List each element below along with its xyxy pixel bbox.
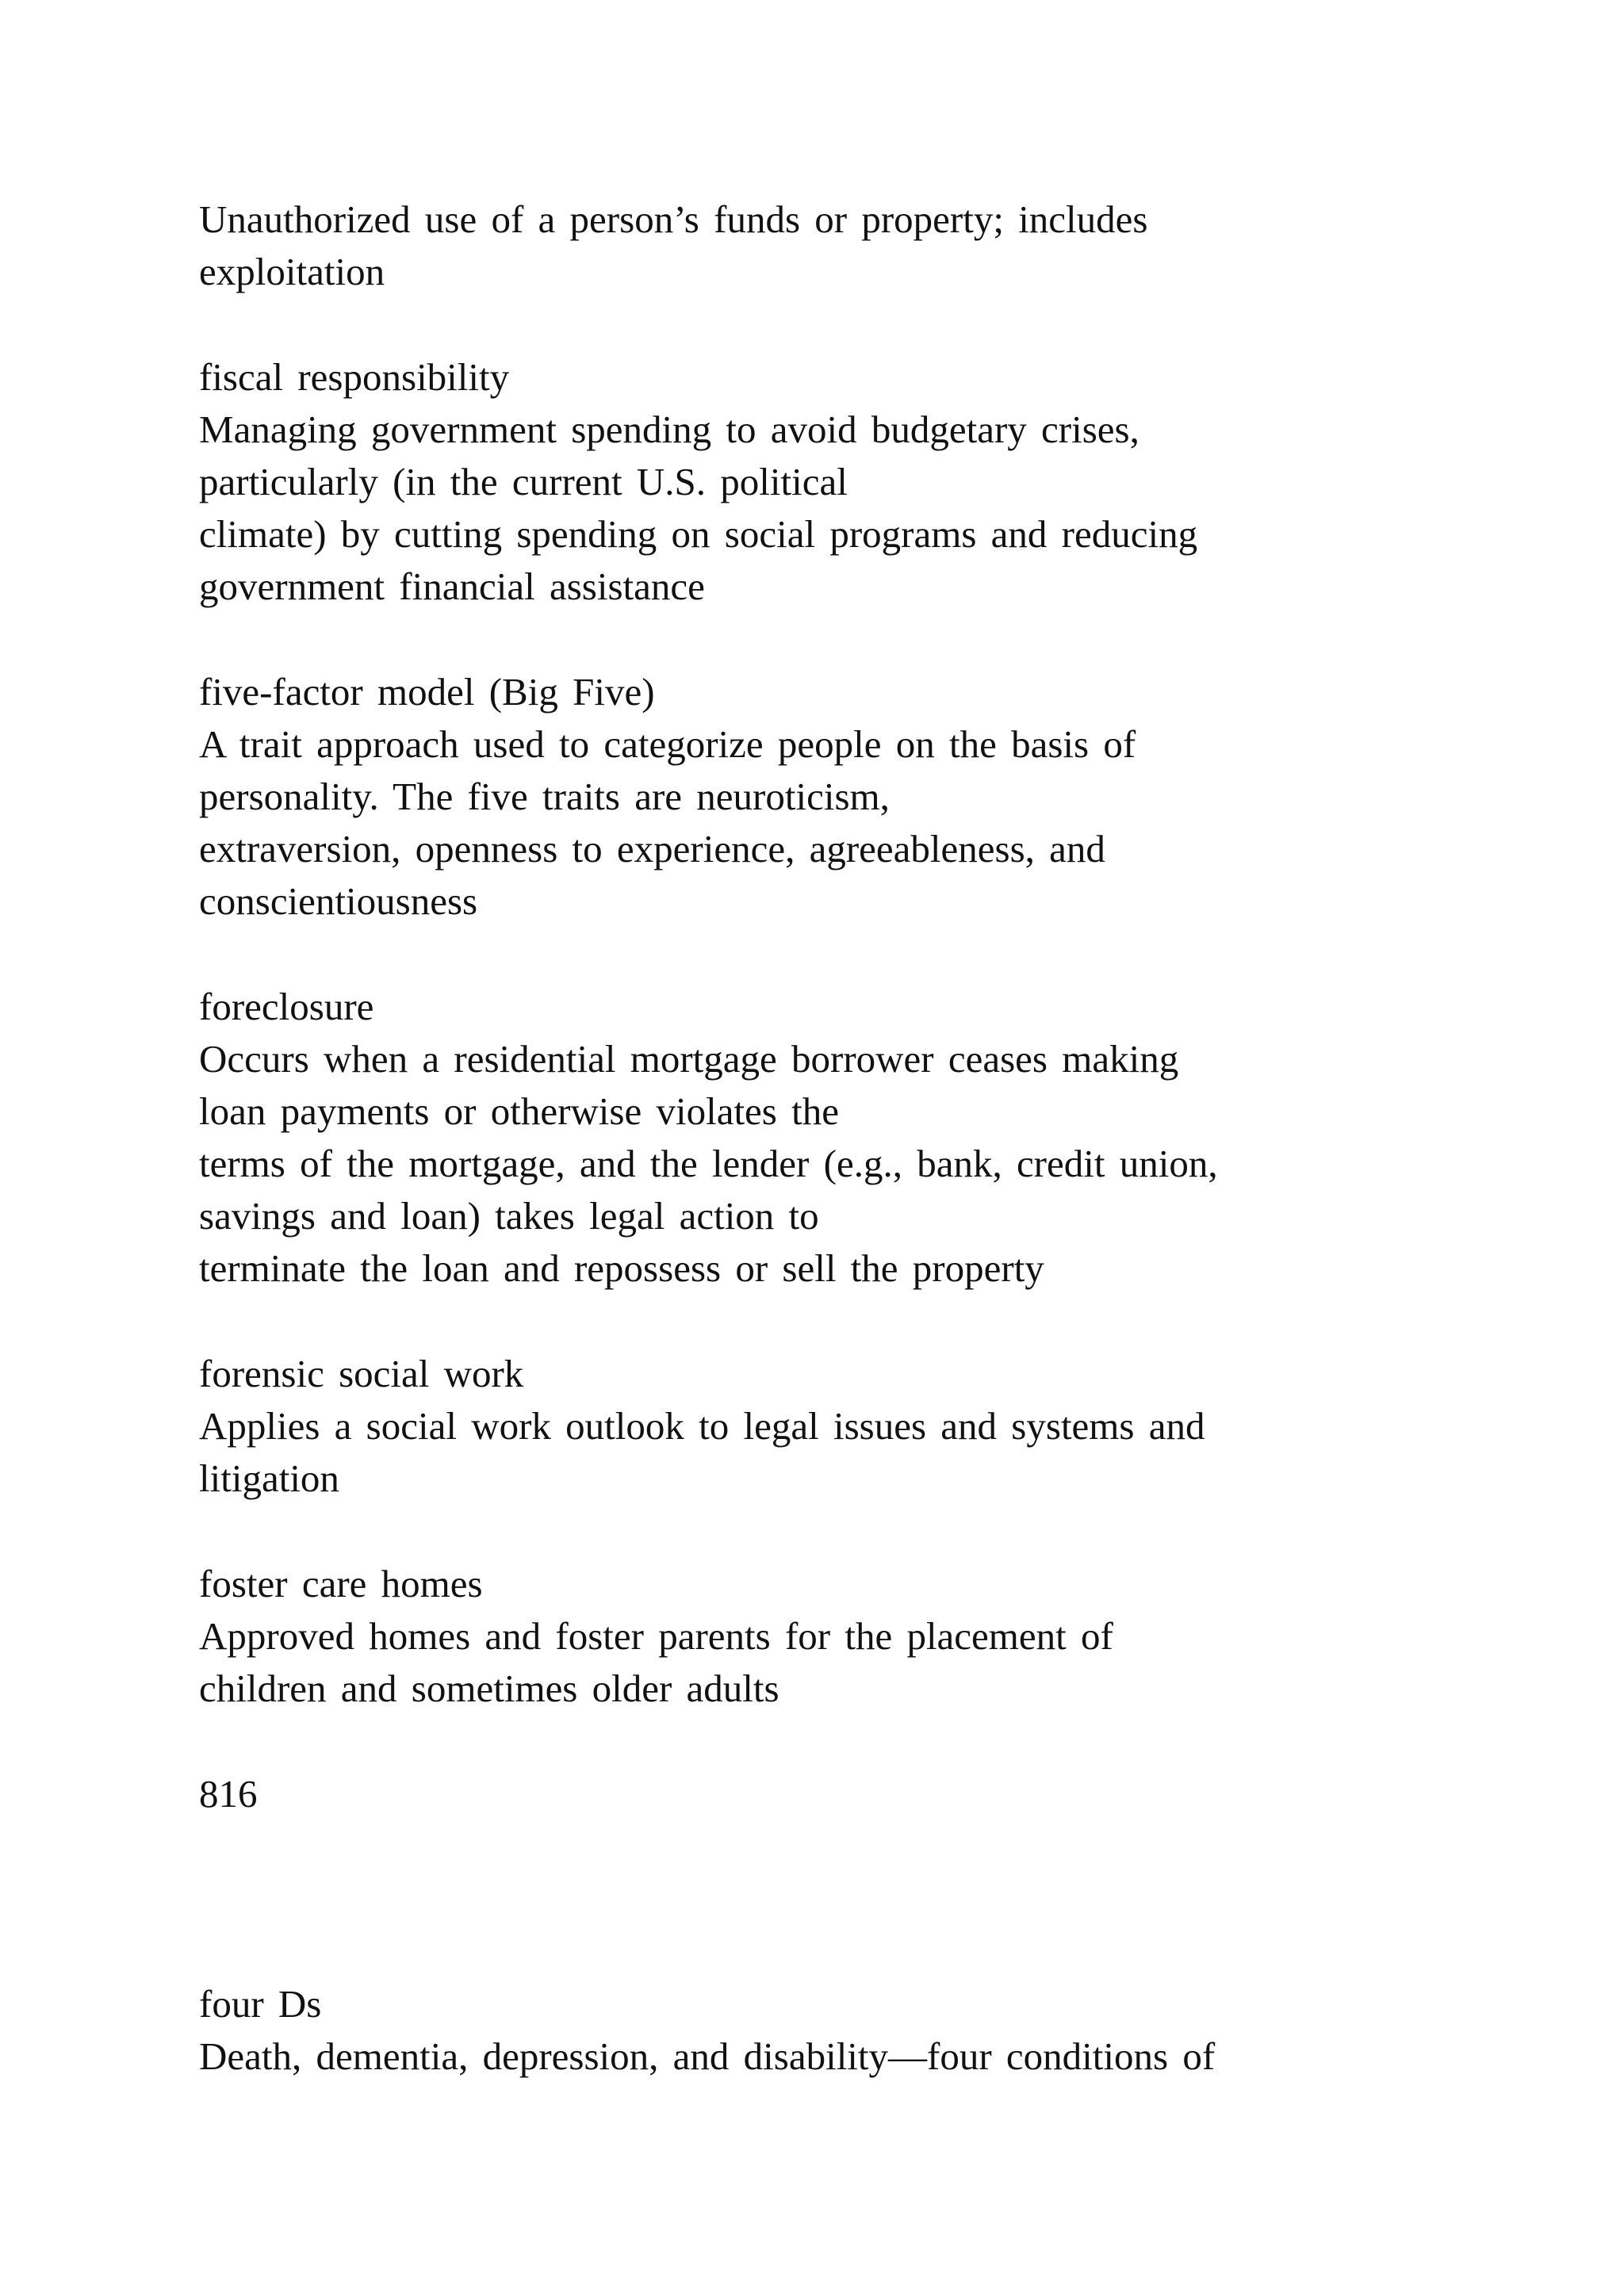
glossary-term: fiscal responsibility (199, 355, 510, 399)
text-line: A trait approach used to categorize people on the basis of (199, 722, 1136, 766)
text-line: particularly (in the current U.S. political (199, 460, 848, 503)
text-line: terms of the mortgage, and the lender (e.g., bank, credit union, (199, 1142, 1218, 1185)
text-line: conscientiousness (199, 879, 478, 923)
text-line: personality. The five traits are neuroticism, (199, 775, 890, 818)
text-line: Applies a social work outlook to legal issues and systems and (199, 1404, 1205, 1448)
text-line: Approved homes and foster parents for the placement of (199, 1614, 1113, 1658)
text-line: loan payments or otherwise violates the (199, 1089, 839, 1133)
text-line: government financial assistance (199, 564, 705, 608)
glossary-term: foster care homes (199, 1562, 483, 1605)
glossary-term: foreclosure (199, 985, 374, 1028)
text-line: Unauthorized use of a person’s funds or property; includes (199, 197, 1148, 241)
text-line: Occurs when a residential mortgage borrower ceases making (199, 1037, 1179, 1081)
text-line: Death, dementia, depression, and disability—four conditions of (199, 2034, 1216, 2078)
text-line: litigation (199, 1456, 339, 1500)
glossary-term: four Ds (199, 1982, 322, 2026)
text-line: exploitation (199, 250, 385, 293)
text-line: children and sometimes older adults (199, 1667, 779, 1710)
text-line: terminate the loan and repossess or sell the property (199, 1246, 1044, 1290)
glossary-term: five-factor model (Big Five) (199, 670, 655, 714)
text-line: climate) by cutting spending on social programs and reducing (199, 512, 1198, 556)
glossary-term: forensic social work (199, 1352, 524, 1395)
text-line: extraversion, openness to experience, agreeableness, and (199, 827, 1105, 871)
page-number: 816 (199, 1772, 258, 1816)
text-line: Managing government spending to avoid budgetary crises, (199, 408, 1139, 451)
text-line: savings and loan) takes legal action to (199, 1194, 819, 1238)
